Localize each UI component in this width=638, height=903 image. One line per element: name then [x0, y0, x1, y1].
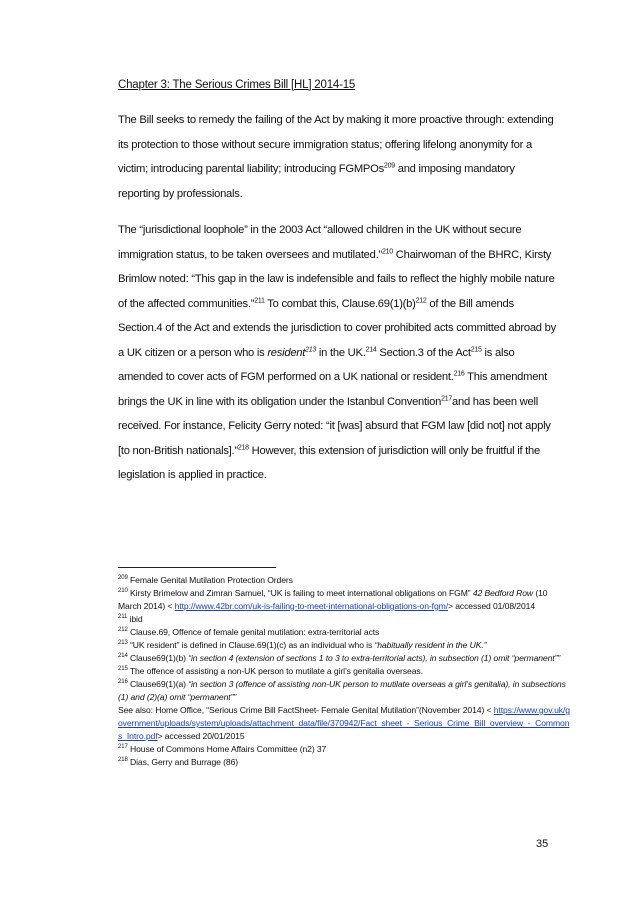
- footnote-ref[interactable]: 212: [415, 296, 427, 304]
- footnote-text: ibid: [127, 614, 143, 624]
- footnote-number: 212: [118, 627, 128, 634]
- footnote-210: [118, 587, 573, 613]
- footnote-ref[interactable]: 214: [365, 345, 377, 353]
- footnote-separator: [118, 567, 276, 568]
- paragraph-1: [118, 108, 558, 206]
- footnote-ref[interactable]: 210: [381, 247, 393, 255]
- paragraph-2-text: and has been well received. For instance, Felicity Gerry noted: “it [was] absurd that FGM law [did not] not apply [to non-British nationals].”: [118, 395, 551, 457]
- footnote-text: Dias, Gerry and Burrage (86): [127, 757, 239, 767]
- page-number: 35: [536, 838, 549, 850]
- footnote-text: Clause69(1)(b): [127, 653, 189, 663]
- footnote-number: 213: [118, 640, 128, 647]
- footnote-text: The offence of assisting a non-UK person to mutilate a girl’s genitalia overseas.: [127, 666, 423, 676]
- footnote-text: Clause69(1)(a): [127, 679, 189, 689]
- emphasis-resident: resident: [267, 346, 306, 359]
- paragraph-2-text: Chairwoman of the BHRC, Kirsty Brimlow noted: “This gap in the law is indefensible and fails to reflect the highly mobile nature of the affected communities.”: [118, 248, 555, 310]
- footnote-ref[interactable]: 215: [470, 345, 482, 353]
- footnote-ref[interactable]: [305, 346, 316, 353]
- footnote-209: [118, 574, 573, 587]
- paragraph-1-text: The Bill seeks to remedy the failing of the Act by making it more proactive through: extending its protection to those without secure immigration status; offering lifelong anonymity for a victim; introducing parental liability; introducing FGMPOs: [118, 114, 554, 175]
- body-text: [118, 108, 558, 488]
- footnotes: [118, 574, 573, 769]
- footnote-211: [118, 613, 573, 626]
- footnote-number: 214: [118, 653, 128, 660]
- paragraph-1-end: and imposing mandatory reporting by professionals.: [118, 163, 515, 200]
- chapter-title: Chapter 3: The Serious Crimes Bill [HL] 2014-15: [118, 79, 356, 91]
- footnote-text: Female Genital Mutilation Protection Orders: [127, 575, 293, 585]
- paragraph-2-text: However, this extension of jurisdiction will only be fruitful if the legislation is applied in practice.: [118, 444, 540, 481]
- footnote-213: [118, 639, 573, 652]
- footnote-212: [118, 626, 573, 639]
- footnote-text: > accessed 20/01/2015: [157, 731, 245, 741]
- paragraph-2-text: in the UK.: [316, 346, 366, 359]
- footnote-number: 209: [118, 575, 128, 582]
- footnote-emphasis: “in section 3 (offence of assisting non-UK person to mutilate overseas a girl’s genitalia), in subsections (1) and (2)(a) omit “permanent””: [118, 679, 566, 702]
- paragraph-2: [118, 218, 558, 488]
- paragraph-2-text: The “jurisdictional loophole” in the 2003 Act “allowed children in the UK without secure immigration status, to be taken oversees and mutilated.”: [118, 224, 522, 261]
- footnote-text: “UK resident” is defined in Clause.69(1)(c) as an individual who is: [127, 640, 375, 650]
- paragraph-2-text: To combat this, Clause.69(1)(b): [264, 297, 416, 310]
- footnote-ref[interactable]: 209: [383, 162, 395, 170]
- paragraph-2-text: Section.3 of the Act: [376, 346, 471, 359]
- footnote-text: Clause.69, Offence of female genital mutilation: extra-territorial acts: [127, 627, 380, 637]
- footnote-number: 210: [118, 588, 128, 595]
- footnote-number: 218: [118, 757, 128, 764]
- footnote-link[interactable]: https://www.gov.uk/government/uploads/system/uploads/attachment_data/file/370942/Fact_sheet_-_Serious_Crime_Bill_overview_-_Commons_Intro.pdf: [118, 705, 570, 741]
- footnote-ref[interactable]: 217: [441, 394, 452, 402]
- footnote-215: [118, 665, 573, 678]
- footnote-text: > accessed 01/08/2014: [448, 601, 536, 611]
- paragraph-2-text: This amendment brings the UK in line with its obligation under the Istanbul Convention: [118, 371, 548, 408]
- footnote-text: House of Commons Home Affairs Committee (n2) 37: [127, 744, 327, 754]
- footnote-ref[interactable]: 211: [254, 296, 265, 304]
- footnote-216: [118, 678, 573, 704]
- footnote-number: 217: [118, 744, 128, 751]
- footnote-text: See also: Home Office, “Serious Crime Bill FactSheet- Female Genital Mutilation”(November 2014) <: [118, 705, 494, 715]
- footnote-218: [118, 756, 573, 769]
- footnote-link[interactable]: http://www.42br.com/uk-is-failing-to-meet-international-obligations-on-fgm/: [174, 601, 448, 611]
- footnote-text: (10 March 2014) <: [118, 588, 548, 611]
- footnote-text: Kirsty Brimelow and Zimran Samuel, “UK is failing to meet international obligations on FGM”: [127, 588, 473, 598]
- paragraph-2-text: is also amended to cover acts of FGM performed on a UK national or resident.: [118, 346, 515, 383]
- footnote-emphasis: “in section 4 (extension of sections 1 to 3 to extra-territorial acts), in subsection (1) omit “permanent””: [188, 653, 561, 663]
- footnote-number: 211: [118, 614, 128, 621]
- footnote-ref[interactable]: 216: [453, 370, 465, 378]
- paragraph-2-text: of the Bill amends Section.4 of the Act and extends the jurisdiction to cover prohibited acts committed abroad by a UK citizen or a person who is: [118, 297, 556, 359]
- footnote-see-also: [118, 704, 573, 743]
- footnote-ref[interactable]: 218: [237, 443, 249, 451]
- footnote-214: [118, 652, 573, 665]
- footnote-emphasis: 42 Bedford Row: [472, 588, 534, 598]
- footnote-number: 216: [118, 679, 128, 686]
- footnote-217: [118, 743, 573, 756]
- footnote-number: 215: [118, 666, 128, 673]
- footnote-emphasis: “habitually resident in the UK.”: [374, 640, 487, 650]
- footnote-ref-number: 213: [305, 345, 317, 353]
